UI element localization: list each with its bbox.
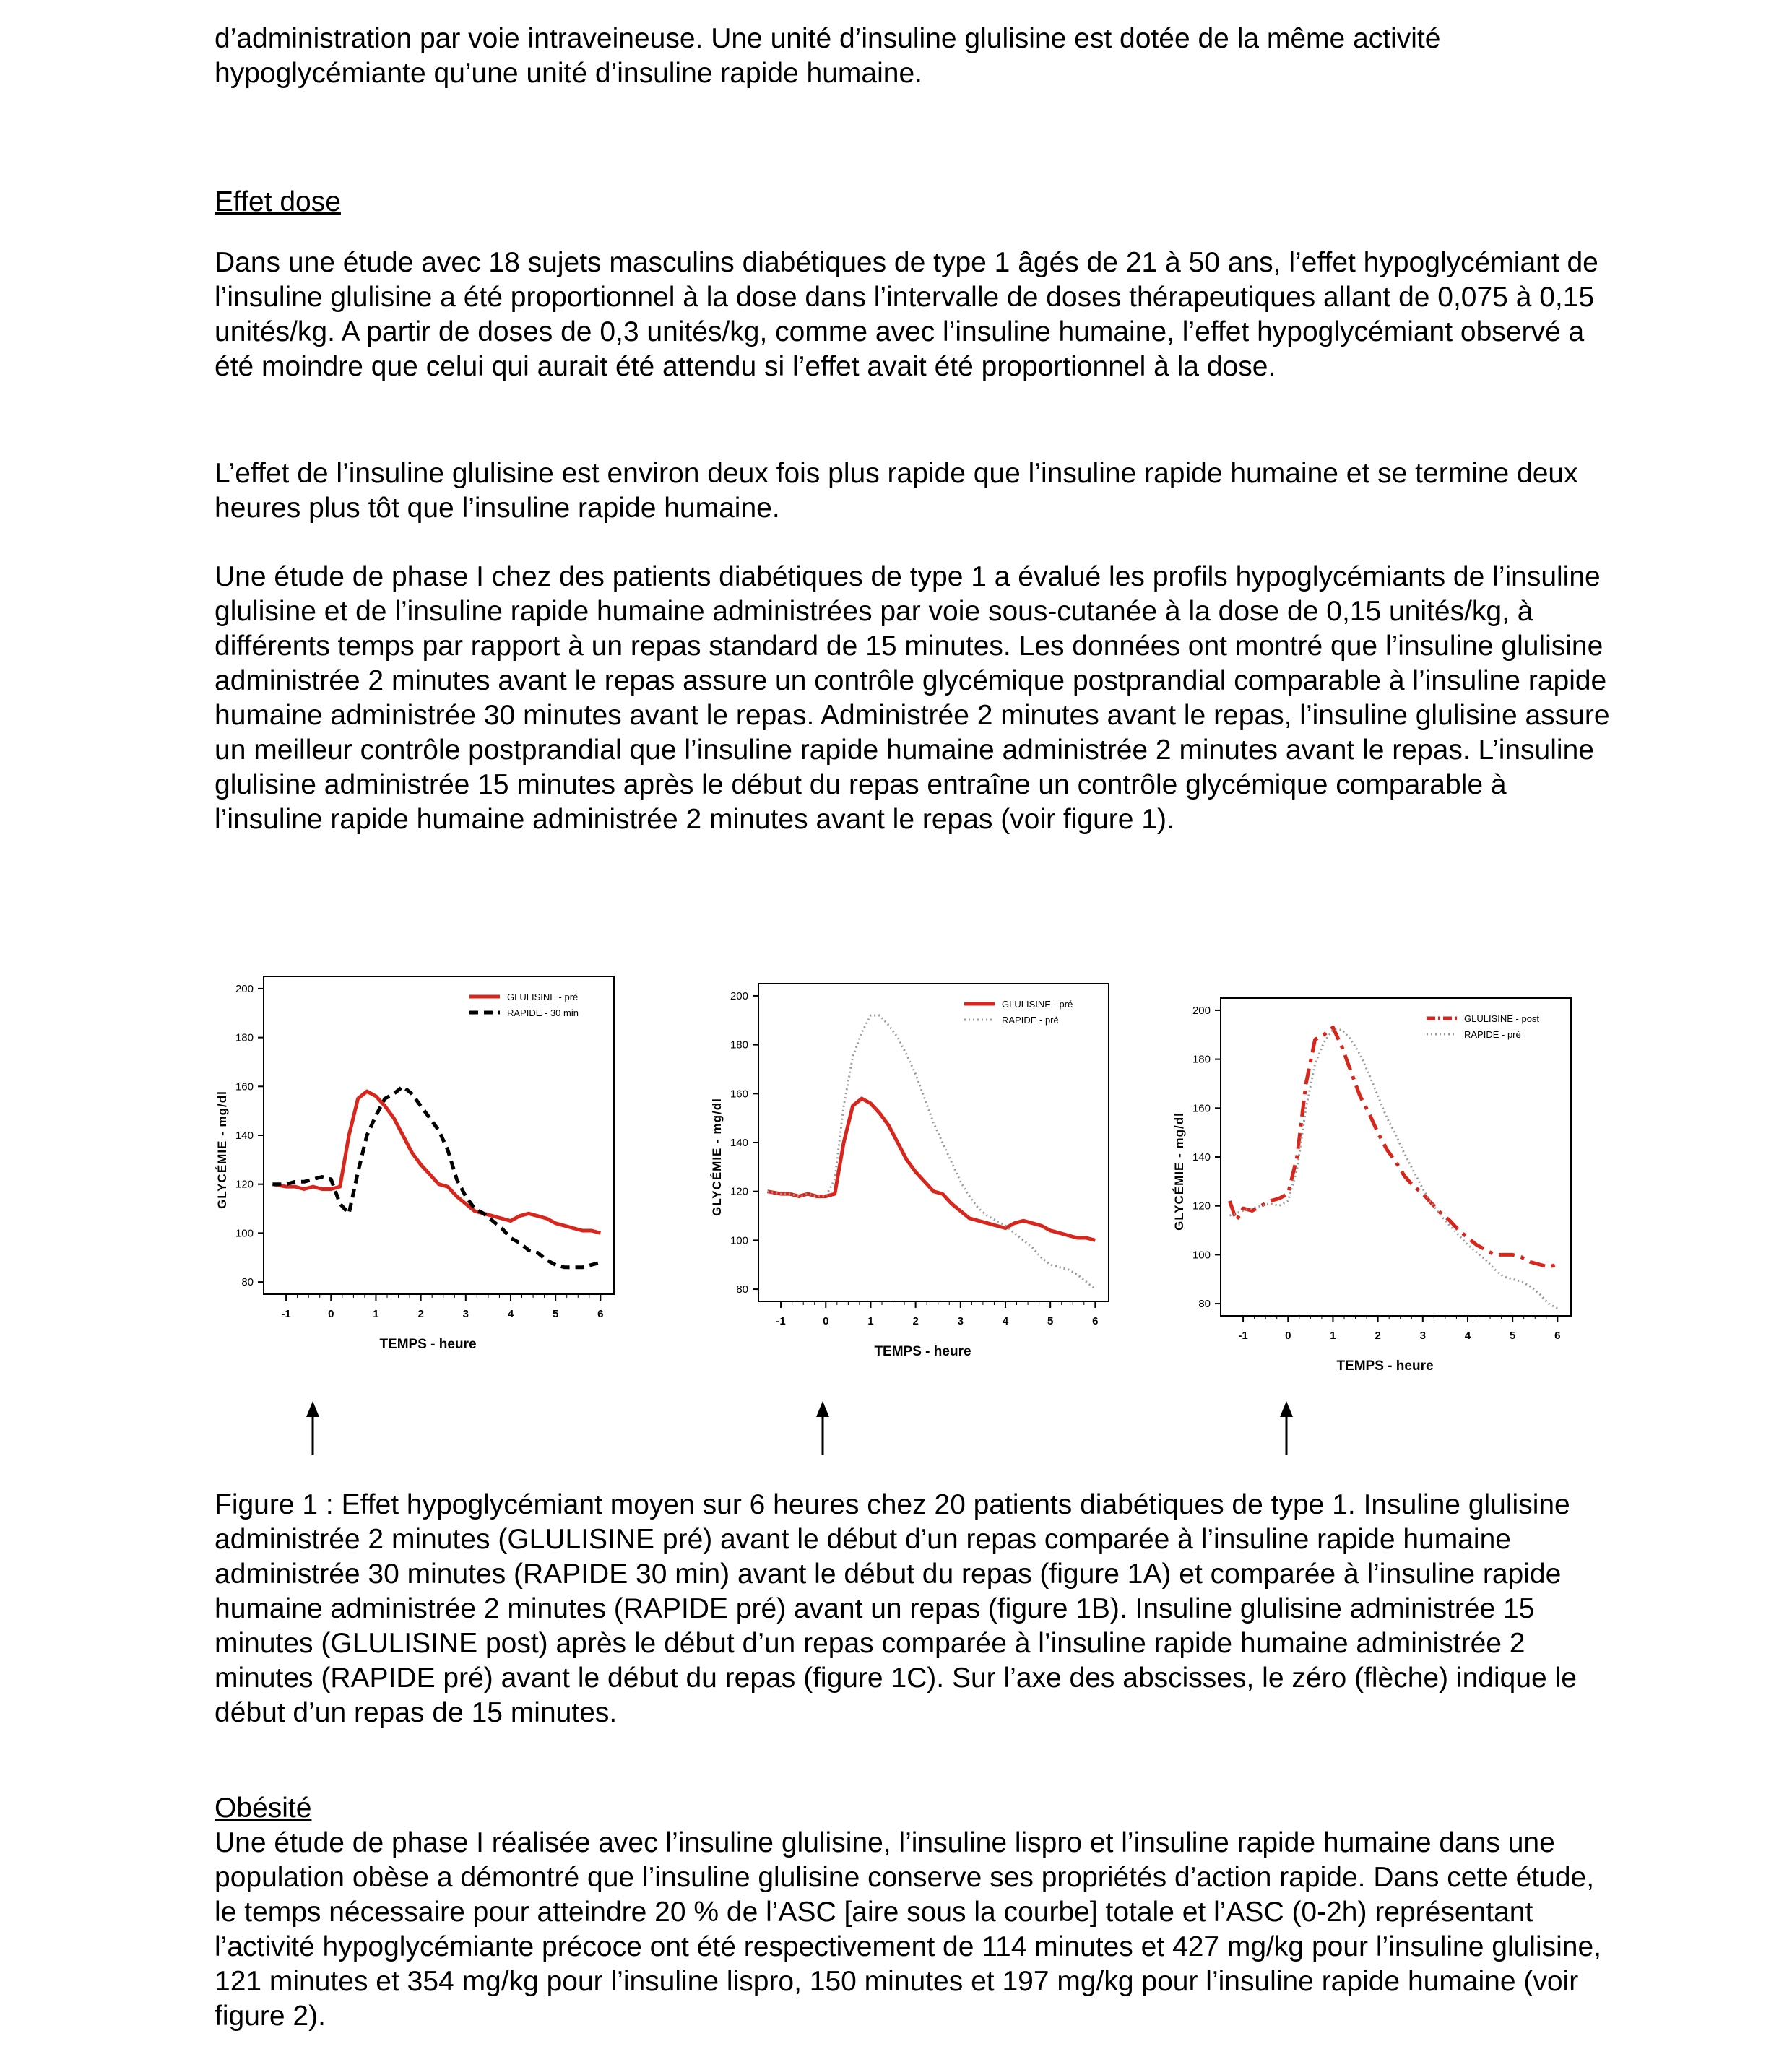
meal-start-arrow-icon: [812, 1401, 834, 1459]
x-axis-label: TEMPS - heure: [379, 1337, 477, 1352]
y-tick-label: 140: [730, 1137, 748, 1149]
y-tick-label: 180: [730, 1039, 748, 1052]
y-tick-label: 100: [1192, 1249, 1211, 1262]
paragraph-dose-1: Dans une étude avec 18 sujets masculins diabétiques de type 1 âgés de 21 à 50 ans, l’effet hypoglycémiant de l’insuline glulisine a été proportionnel à la dose dans l’intervalle de doses thérapeutiques allant de 0,075 à 0,15 unités/kg. A partir de doses de 0,3 unités/kg, comme avec l’insuline humaine, l’effet hypoglycémiant observé a été moindre que celui qui aurait été attendu si l’effet avait été proportionnel à la dose.: [215, 247, 1598, 382]
plot-frame: [264, 976, 614, 1294]
x-axis-label: TEMPS - heure: [1336, 1358, 1434, 1374]
y-tick-label: 140: [235, 1130, 254, 1142]
y-tick-label: 140: [1192, 1151, 1211, 1164]
plot-frame: [758, 984, 1109, 1301]
chart-1a-svg: [209, 961, 636, 1365]
legend-label: GLULISINE - pré: [507, 992, 579, 1002]
y-tick-label: 200: [1192, 1004, 1211, 1017]
chart-1a: [209, 961, 636, 1369]
series-line-dashed: [272, 1086, 600, 1268]
x-tick-label: 4: [1464, 1330, 1471, 1342]
x-tick-label: 2: [912, 1315, 919, 1327]
heading-obesite: Obésité: [215, 1793, 312, 1824]
x-tick-label: 2: [417, 1308, 424, 1320]
legend-label: RAPIDE - pré: [1002, 1015, 1059, 1026]
x-tick-label: 5: [1509, 1330, 1516, 1342]
y-tick-label: 180: [1192, 1053, 1211, 1066]
y-tick-label: 80: [736, 1283, 748, 1296]
meal-start-arrow-icon: [302, 1401, 324, 1459]
x-tick-label: 3: [1419, 1330, 1426, 1342]
x-tick-label: 3: [957, 1315, 964, 1327]
y-tick-label: 160: [730, 1088, 748, 1101]
paragraph-dose-3: Une étude de phase I chez des patients diabétiques de type 1 a évalué les profils hypoglycémiants de l’insuline glulisine et de l’insuline rapide humaine administrées par voie sous-cutanée à la dose de 0,15 unités/kg, à différents temps par rapport à un repas standard de 15 minutes. Les données ont montré que l’insuline glulisine administrée 2 minutes avant le repas assure un contrôle glycémique postprandial comparable à l’insuline rapide humaine administrée 30 minutes avant le repas. Administrée 2 minutes avant le repas, l’insuline glulisine assure un meilleur contrôle postprandial que l’insuline rapide humaine administrée 2 minutes avant le repas. L’insuline glulisine administrée 15 minutes après le début du repas entraîne un contrôle glycémique comparable à l’insuline rapide humaine administrée 2 minutes avant le repas (voir figure 1).: [215, 561, 1610, 835]
series-line-solid: [272, 1091, 600, 1233]
plot-frame: [1221, 998, 1571, 1316]
x-tick-label: 0: [1285, 1330, 1291, 1342]
x-axis-label: TEMPS - heure: [874, 1344, 971, 1359]
series-line-solid: [767, 1098, 1095, 1240]
y-tick-label: 100: [235, 1227, 254, 1240]
legend-label: RAPIDE - 30 min: [507, 1008, 579, 1018]
x-tick-label: 2: [1375, 1330, 1381, 1342]
series-line-dashdot: [1229, 1028, 1557, 1268]
x-tick-label: 6: [1092, 1315, 1099, 1327]
y-tick-label: 200: [235, 982, 254, 995]
intro-paragraph: d’administration par voie intraveineuse. Une unité d’insuline glulisine est dotée de la même activité hypoglycémiante qu’une unité d’insuline rapide humaine.: [215, 23, 1441, 89]
y-tick-label: 180: [235, 1031, 254, 1044]
x-tick-label: 0: [328, 1308, 334, 1320]
x-tick-label: -1: [281, 1308, 291, 1320]
y-tick-label: 80: [241, 1276, 254, 1289]
x-tick-label: 4: [507, 1308, 514, 1320]
y-tick-label: 200: [730, 989, 748, 1002]
x-tick-label: 4: [1002, 1315, 1009, 1327]
y-tick-label: 160: [235, 1080, 254, 1093]
series-line-dotted: [767, 1015, 1095, 1289]
chart-1c: [1166, 982, 1593, 1390]
y-tick-label: 120: [730, 1185, 748, 1198]
figure-1: [0, 961, 1792, 1466]
paragraph-dose-2: L’effet de l’insuline glulisine est environ deux fois plus rapide que l’insuline rapide humaine et se termine deux heures plus tôt que l’insuline rapide humaine.: [215, 458, 1578, 524]
x-tick-label: 5: [1047, 1315, 1054, 1327]
x-tick-label: -1: [776, 1315, 786, 1327]
y-tick-label: 120: [235, 1178, 254, 1191]
heading-effet-dose: Effet dose: [215, 186, 341, 217]
paragraph-obesite: Une étude de phase I réalisée avec l’insuline glulisine, l’insuline lispro et l’insuline rapide humaine dans une population obèse a démontré que l’insuline glulisine conserve ses propriétés d’action rapide. Dans cette étude, le temps nécessaire pour atteindre 20 % de l’ASC [aire sous la courbe] totale et l’ASC (0-2h) représentant l’activité hypoglycémiante précoce ont été respectivement de 114 minutes et 427 mg/kg pour l’insuline glulisine, 121 minutes et 354 mg/kg pour l’insuline lispro, 150 minutes et 197 mg/kg pour l’insuline rapide humaine (voir figure 2).: [215, 1827, 1602, 2032]
series-line-dotted: [1229, 1030, 1557, 1309]
y-tick-label: 80: [1198, 1298, 1211, 1311]
y-tick-label: 100: [730, 1234, 748, 1247]
y-tick-label: 120: [1192, 1200, 1211, 1213]
x-tick-label: 5: [552, 1308, 559, 1320]
x-tick-label: -1: [1238, 1330, 1248, 1342]
chart-1b-svg: [704, 968, 1130, 1372]
x-tick-label: 3: [462, 1308, 469, 1320]
legend-label: GLULISINE - pré: [1002, 999, 1073, 1010]
x-tick-label: 1: [1330, 1330, 1336, 1342]
legend-label: RAPIDE - pré: [1464, 1029, 1521, 1040]
legend-label: GLULISINE - post: [1464, 1013, 1540, 1024]
y-axis-label: GLYCÉMIE - mg/dl: [1172, 1112, 1186, 1231]
figure-caption: Figure 1 : Effet hypoglycémiant moyen sur 6 heures chez 20 patients diabétiques de type 1. Insuline glulisine administrée 2 minutes (GLULISINE pré) avant le début d’un repas comparée à l’insuline rapide humaine administrée 30 minutes (RAPIDE 30 min) avant le début du repas (figure 1A) et comparée à l’insuline rapide humaine administrée 2 minutes (RAPIDE pré) avant un repas (figure 1B). Insuline glulisine administrée 15 minutes (GLULISINE post) après le début d’un repas comparée à l’insuline rapide humaine administrée 2 minutes (RAPIDE pré) avant le début du repas (figure 1C). Sur l’axe des abscisses, le zéro (flèche) indique le début d’un repas de 15 minutes.: [215, 1489, 1577, 1728]
chart-1b: [704, 968, 1130, 1376]
y-tick-label: 160: [1192, 1102, 1211, 1115]
chart-1c-svg: [1166, 982, 1593, 1387]
x-tick-label: 6: [1554, 1330, 1561, 1342]
meal-start-arrow-icon: [1276, 1401, 1297, 1459]
x-tick-label: 1: [867, 1315, 874, 1327]
x-tick-label: 1: [373, 1308, 379, 1320]
y-axis-label: GLYCÉMIE - mg/dl: [710, 1098, 724, 1216]
y-axis-label: GLYCÉMIE - mg/dl: [215, 1091, 229, 1209]
x-tick-label: 6: [597, 1308, 604, 1320]
x-tick-label: 0: [823, 1315, 829, 1327]
